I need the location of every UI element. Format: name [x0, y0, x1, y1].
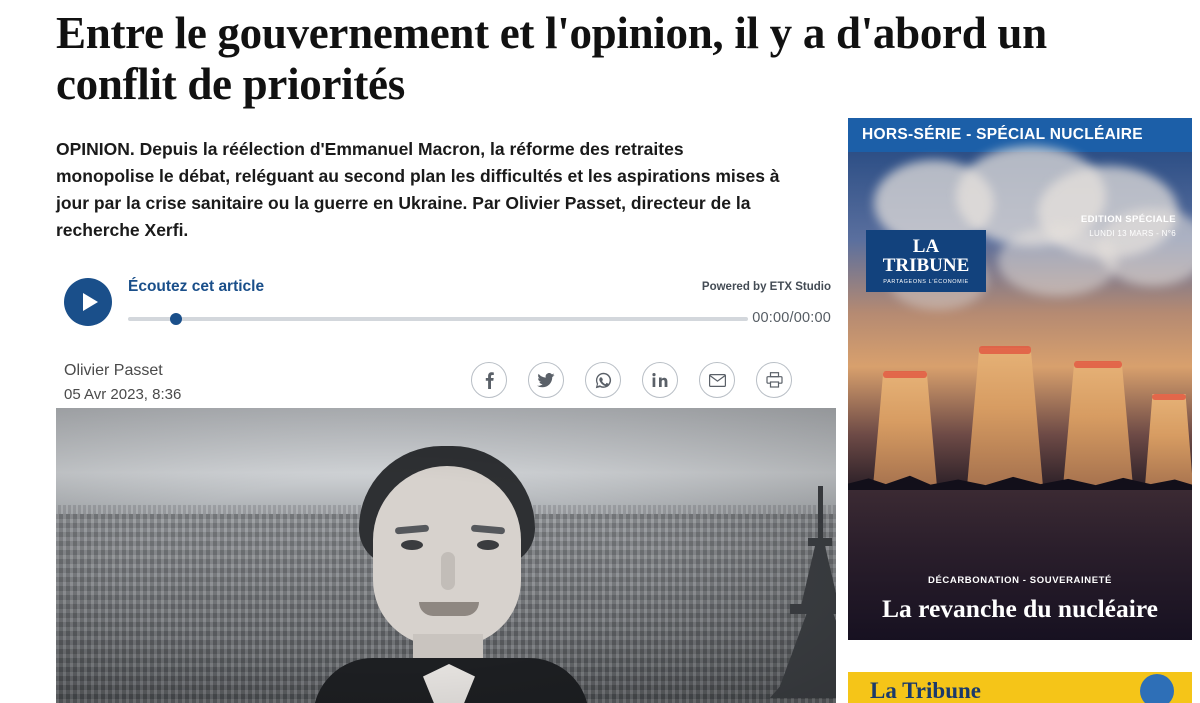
share-bar: [471, 362, 792, 398]
promo-banner-text: La Tribune: [870, 678, 981, 703]
player-progress[interactable]: [128, 309, 831, 329]
edition-date: LUNDI 13 MARS - N°6: [1089, 229, 1176, 238]
magazine-cover-ad[interactable]: [848, 118, 1192, 640]
progress-knob[interactable]: [170, 313, 182, 325]
promo-badge-icon: [1140, 674, 1174, 703]
printer-icon: [766, 372, 783, 388]
logo-tagline: PARTAGEONS L'ÉCONOMIE: [883, 279, 969, 286]
envelope-icon: [709, 374, 726, 387]
magazine-photo: [848, 152, 1192, 640]
share-email-button[interactable]: [699, 362, 735, 398]
article-hero-image: [56, 408, 836, 703]
play-button[interactable]: [64, 278, 112, 326]
la-tribune-logo: [866, 230, 986, 292]
share-linkedin-button[interactable]: [642, 362, 678, 398]
facebook-icon: [485, 371, 494, 389]
magazine-band-label: HORS-SÉRIE - SPÉCIAL NUCLÉAIRE: [862, 126, 1143, 143]
page-title: Entre le gouvernement et l'opinion, il y a d'abord un conflit de priorités: [56, 8, 1047, 109]
magazine-edition-info: [1081, 214, 1176, 238]
player-label: Écoutez cet article: [128, 278, 265, 296]
audio-player[interactable]: [56, 278, 831, 340]
player-powered-by: Powered by ETX Studio: [701, 281, 831, 294]
article-date: 05 Avr 2023, 8:36: [64, 386, 182, 404]
share-facebook-button[interactable]: [471, 362, 507, 398]
twitter-icon: [537, 373, 555, 388]
play-icon: [83, 293, 98, 311]
whatsapp-icon: [595, 372, 612, 389]
linkedin-icon: [652, 372, 668, 388]
article-author: Olivier Passet: [64, 362, 163, 380]
promo-banner[interactable]: [848, 672, 1192, 703]
magazine-title: La revanche du nucléaire: [881, 594, 1159, 623]
article-standfirst: OPINION. Depuis la réélection d'Emmanuel Macron, la réforme des retraites monopolise le débat, reléguant au second plan les difficultés et les aspirations mises à jour par la crise sanitaire ou la guerre en Ukraine. Par Olivier Passet, directeur de la recherche Xerfi.: [56, 138, 780, 241]
logo-line-2: TRIBUNE: [882, 254, 970, 276]
share-whatsapp-button[interactable]: [585, 362, 621, 398]
magazine-kicker: DÉCARBONATION - SOUVERAINETÉ: [928, 575, 1112, 586]
print-button[interactable]: [756, 362, 792, 398]
share-twitter-button[interactable]: [528, 362, 564, 398]
player-time: 00:00/00:00: [752, 310, 831, 327]
edition-label: EDITION SPÉCIALE: [1080, 214, 1176, 225]
logo-line-1: LA: [912, 235, 940, 257]
progress-track[interactable]: [128, 317, 748, 321]
hero-vignette: [56, 408, 836, 703]
